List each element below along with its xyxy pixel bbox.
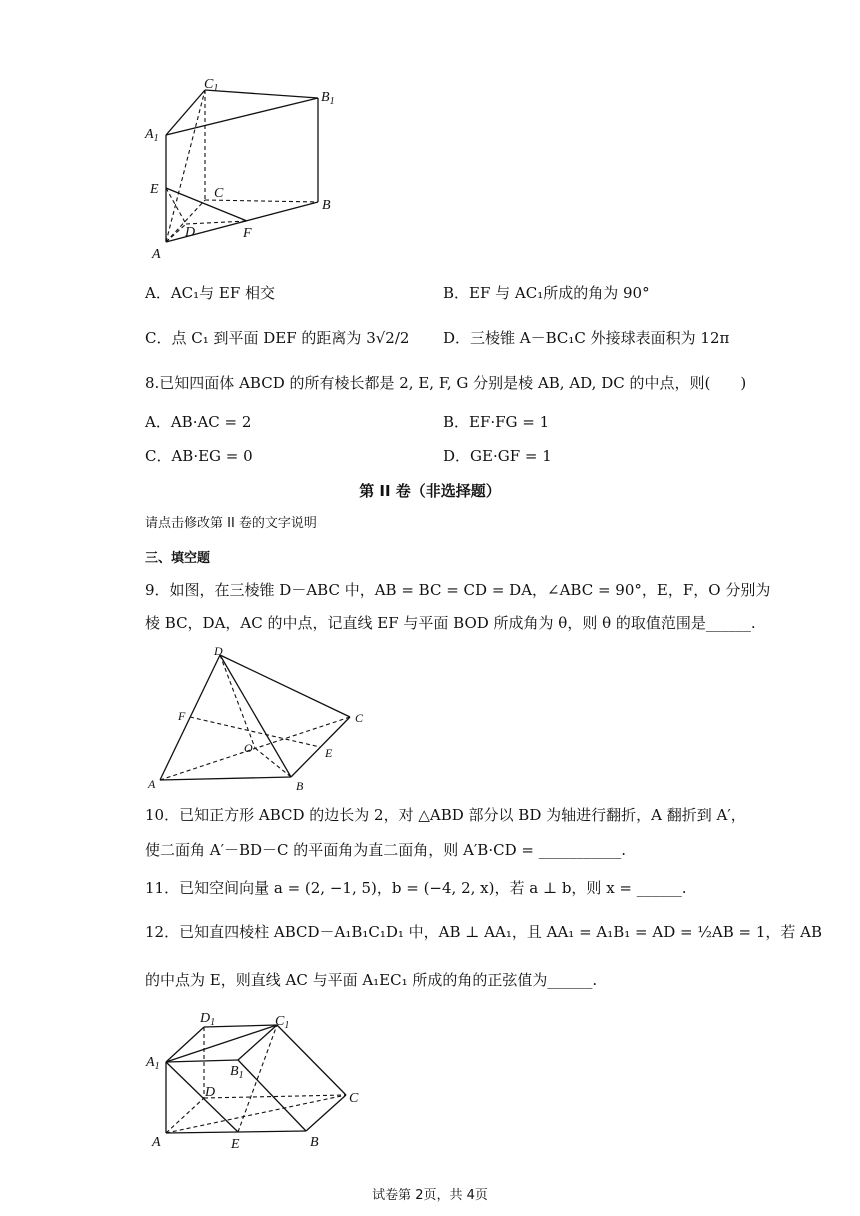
label-b: B — [310, 1135, 319, 1150]
q10-line2: 使二面角 A′－BD－C 的平面角为直二面角，则 A′B·CD = ___________. — [145, 841, 626, 859]
section-fill-blank: 三、填空题 — [145, 551, 211, 566]
q8-option-a: A．AB·AC = 2 — [145, 413, 252, 431]
label-f: F — [243, 226, 252, 241]
q12-line2: 的中点为 E，则直线 AC 与平面 A₁EC₁ 所成的角的正弦值为______. — [145, 971, 598, 989]
label-b1: $B_1$ — [230, 1064, 244, 1081]
q7-option-a: A．AC₁与 EF 相交 — [145, 284, 276, 302]
figure-pyramid — [140, 640, 380, 795]
label-a1: $A_1$ — [145, 127, 159, 144]
q7-option-b: B．EF 与 AC₁所成的角为 90° — [443, 284, 650, 302]
label-c1: $C_1$ — [204, 77, 219, 94]
label-b: B — [322, 198, 331, 213]
label-c1: $C_1$ — [275, 1014, 290, 1031]
page-footer: 试卷第 2页，共 4页 — [372, 1188, 488, 1203]
label-c: C — [355, 711, 364, 725]
q9-line2: 棱 BC，DA，AC 的中点，记直线 EF 与平面 BOD 所成角为 θ，则 θ 的取值范围是______. — [145, 614, 756, 632]
label-e: E — [325, 746, 333, 760]
q9-line1: 9．如图，在三棱锥 D－ABC 中，AB = BC = CD = DA，∠ABC = 90°，E，F，O 分别为 — [145, 581, 771, 599]
label-d: D — [185, 225, 196, 240]
part2-note: 请点击修改第 II 卷的文字说明 — [145, 516, 317, 531]
q10-line1: 10．已知正方形 ABCD 的边长为 2，对 △ABD 部分以 BD 为轴进行翻折，A 翻折到 A′， — [145, 806, 746, 824]
label-a: A — [152, 1135, 161, 1150]
label-e: E — [231, 1137, 240, 1152]
label-b1: $B_1$ — [321, 90, 335, 107]
label-c: C — [214, 186, 224, 201]
q7-option-c: C．点 C₁ 到平面 DEF 的距离为 3√2/2 — [145, 329, 410, 347]
figure-right-prism — [140, 1005, 380, 1160]
q8-stem: 8.已知四面体 ABCD 的所有棱长都是 2, E, F, G 分别是棱 AB, AD, DC 的中点，则( ) — [145, 374, 747, 392]
figure-prism — [140, 70, 360, 265]
label-a1: $A_1$ — [146, 1055, 160, 1072]
label-b: B — [296, 779, 304, 793]
q11-line: 11．已知空间向量 a = (2, −1, 5)，b = (−4, 2, x)，若 a ⊥ b，则 x = ______. — [145, 879, 687, 897]
q12-line1: 12．已知直四棱柱 ABCD－A₁B₁C₁D₁ 中，AB ⊥ AA₁，且 AA₁ = A₁B₁ = AD = ½AB = 1，若 AB — [145, 923, 823, 941]
q8-option-c: C．AB·EG = 0 — [145, 447, 253, 465]
q8-option-b: B．EF·FG = 1 — [443, 413, 550, 431]
part2-title: 第 II 卷（非选择题） — [359, 482, 501, 500]
label-d: D — [214, 644, 223, 658]
label-c: C — [349, 1091, 359, 1106]
label-e: E — [150, 182, 159, 197]
label-f: F — [178, 709, 186, 723]
q7-option-d: D．三棱锥 A－BC₁C 外接球表面积为 12π — [443, 329, 730, 347]
label-d: D — [205, 1085, 216, 1100]
label-o: O — [244, 741, 253, 755]
q8-option-d: D．GE·GF = 1 — [443, 447, 552, 465]
label-a: A — [152, 247, 161, 262]
label-a: A — [148, 777, 156, 791]
label-d1: $D_1$ — [200, 1011, 216, 1028]
